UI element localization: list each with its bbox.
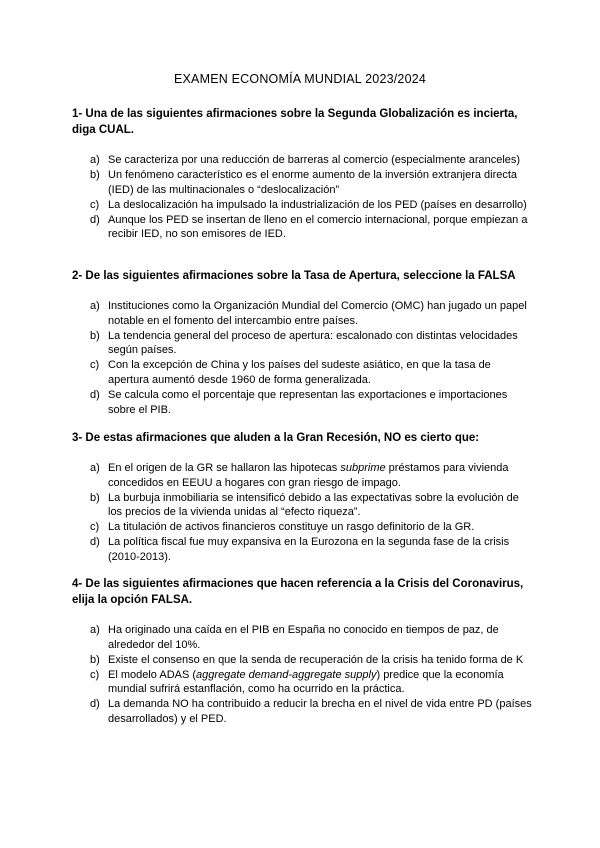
option-list — [72, 623, 532, 727]
option-letter: a) — [90, 300, 100, 312]
question-1 — [72, 106, 532, 243]
option-letter: c) — [90, 668, 100, 681]
option-text: La deslocalización ha impulsado la industrialización de los PED (países en desarrollo) — [108, 198, 527, 211]
option-c — [72, 198, 532, 213]
option-c — [72, 520, 532, 535]
option-text: Con la excepción de China y los países del sudeste asiático, en que la tasa de apertura aumentó desde 1960 de forma generalizada. — [108, 359, 491, 386]
option-letter: b) — [90, 653, 100, 666]
option-letter: d) — [90, 536, 100, 549]
option-d — [72, 388, 532, 417]
option-text-post: ) predice que la economía mundial sufrirá estanflación, como ha ocurrido en la práctica. — [108, 668, 504, 696]
question-4 — [72, 576, 532, 727]
option-letter: c) — [90, 521, 100, 534]
option-c — [72, 668, 532, 697]
option-list — [72, 461, 532, 565]
option-text: La demanda NO ha contribuido a reducir la brecha en el nivel de vida entre PD (países desarrollados) y el PED. — [108, 698, 532, 726]
option-a — [72, 153, 532, 168]
option-d — [72, 535, 532, 564]
option-c — [72, 358, 532, 387]
page-title: EXAMEN ECONOMÍA MUNDIAL 2023/2024 — [173, 72, 427, 86]
option-letter: c) — [90, 198, 100, 211]
option-a — [72, 623, 532, 652]
option-b — [72, 329, 532, 358]
option-d — [72, 213, 532, 242]
option-letter: b) — [90, 169, 100, 182]
option-letter: a) — [90, 154, 100, 166]
option-text: Se caracteriza por una reducción de barreras al comercio (especialmente aranceles) — [108, 154, 521, 166]
option-text: Aunque los PED se insertan de lleno en el comercio internacional, porque empiezan a recibir IED, no son emisores de IED. — [108, 213, 528, 241]
option-a — [72, 299, 532, 328]
option-text-pre: El modelo ADAS ( — [108, 668, 197, 681]
option-b — [72, 491, 532, 520]
option-text: La titulación de activos financieros constituye un rasgo definitorio de la GR. — [108, 521, 475, 534]
option-letter: d) — [90, 389, 100, 402]
option-text: Existe el consenso en que la senda de recuperación de la crisis ha tenido forma de K — [108, 653, 524, 666]
question-heading: 2- De las siguientes afirmaciones sobre la Tasa de Apertura, seleccione la FALSA — [72, 270, 516, 282]
option-letter: a) — [90, 624, 100, 636]
option-letter: c) — [90, 359, 100, 372]
option-text: Un fenómeno característico es el enorme aumento de la inversión extranjera directa (IED) de las multinacionales o “deslocalización” — [108, 169, 518, 196]
option-text: La política fiscal fue muy expansiva en la Eurozona en la segunda fase de la crisis (2010-2013). — [108, 536, 510, 564]
option-text: Ha originado una caída en el PIB en España no conocido en tiempos de paz, de alrededor del 10%. — [108, 624, 499, 651]
option-letter: b) — [90, 491, 100, 504]
option-list — [72, 153, 532, 242]
question-heading: 3- De estas afirmaciones que aluden a la Gran Recesión, NO es cierto que: — [72, 432, 480, 444]
option-b — [72, 653, 532, 668]
option-b — [72, 168, 532, 197]
option-text-pre: En el origen de la GR se hallaron las hipotecas — [108, 462, 341, 474]
option-text-italic: aggregate demand-aggregate supply — [196, 668, 377, 681]
option-text: Se calcula como el porcentaje que representan las exportaciones e importaciones sobre el PIB. — [108, 389, 508, 416]
option-text-italic: subprime — [340, 462, 386, 474]
option-d — [72, 697, 532, 726]
question-heading: 4- De las siguientes afirmaciones que hacen referencia a la Crisis del Coronavirus, elija la opción FALSA. — [72, 578, 524, 606]
option-text-post: préstamos para vivienda concedidos en EEUU a hogares con gran riesgo de impago. — [108, 462, 509, 489]
option-text: La tendencia general del proceso de apertura: escalonado con distintas velocidades según países. — [108, 329, 518, 357]
option-letter: d) — [90, 698, 100, 711]
option-letter: b) — [90, 329, 100, 342]
question-3 — [72, 430, 532, 565]
option-text: La burbuja inmobiliaria se intensificó debido a las expectativas sobre la evolución de los precios de la vivienda unidas al “efecto riqueza”. — [108, 491, 519, 519]
option-text: Instituciones como la Organización Mundial del Comercio (OMC) han jugado un papel notable en el fomento del intercambio entre países. — [108, 300, 527, 327]
question-heading: 1- Una de las siguientes afirmaciones sobre la Segunda Globalización es incierta, diga CUAL. — [72, 108, 518, 136]
option-letter: d) — [90, 213, 100, 226]
option-a — [72, 461, 532, 490]
question-2 — [72, 268, 532, 418]
option-list — [72, 299, 532, 417]
option-letter: a) — [90, 462, 100, 474]
